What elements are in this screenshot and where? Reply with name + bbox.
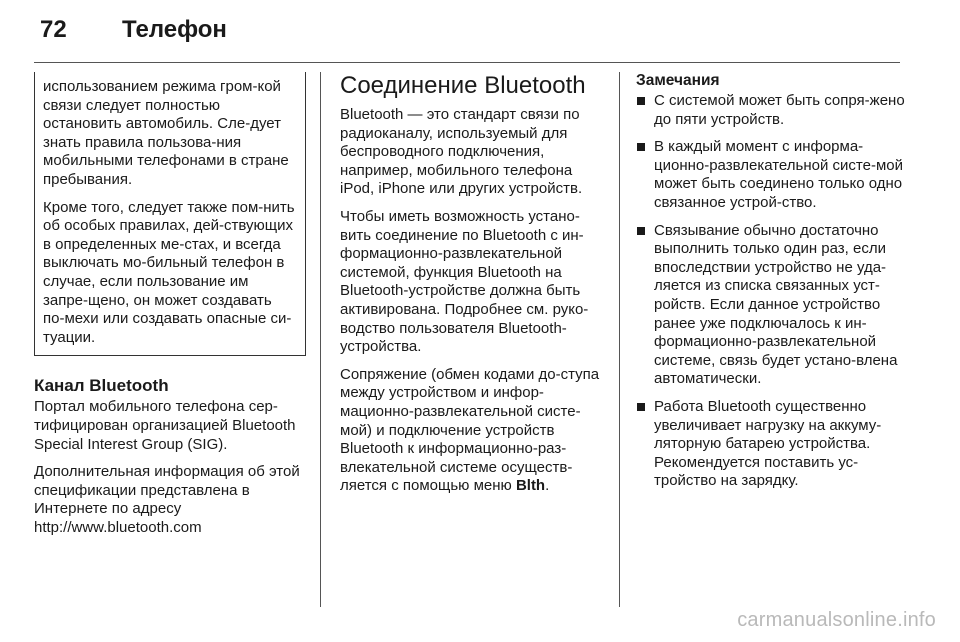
warning-box xyxy=(34,72,306,356)
note-item xyxy=(636,138,906,212)
column-divider-1 xyxy=(320,72,321,607)
note-item xyxy=(636,398,906,491)
section-title-bluetooth-channel: Канал Bluetooth xyxy=(34,376,169,396)
square-bullet-icon xyxy=(637,403,645,411)
header-divider xyxy=(34,62,900,63)
pairing-text: Сопряжение (обмен кодами до-ступа между устройством и инфор-мационно-развлекательной систе-мой) и подключение устройств Bluetooth к информационно-раз-влекательной системе осуществ-ляется с помощью меню xyxy=(340,365,600,495)
watermark: carmanualsonline.info xyxy=(737,609,936,631)
square-bullet-icon xyxy=(637,143,645,151)
square-bullet-icon xyxy=(637,97,645,105)
warning-paragraph: Кроме того, следует также пом-нить об особых правилах, дей-ствующих в определенных ме-стах, и всегда выключать мо-бильный телефон в случае, если пользование им запре-щено, он может создавать по-мехи или создавать опасные си-туации. xyxy=(43,198,295,346)
note-item xyxy=(636,222,906,389)
paragraph: Bluetooth — это стандарт связи по радиоканалу, используемый для беспроводного подключения, например, мобильного телефона iPod, iPhone или других устройств. xyxy=(340,106,583,198)
column-3 xyxy=(636,72,906,500)
pairing-text-end: . xyxy=(545,477,550,495)
paragraph: Чтобы иметь возможность устано-вить соединение по Bluetooth с ин-формационно-развлекательной системой, функция Bluetooth на Bluetooth-устройстве должна быть активирована. Подробнее см. руко-водство пользователя Bluetooth-устройства. xyxy=(340,207,589,356)
note-item xyxy=(636,92,906,129)
section-title-bluetooth-connection: Соединение Bluetooth xyxy=(340,72,586,99)
page-number: 72 xyxy=(40,16,67,43)
note-text: Работа Bluetooth существенно увеличивает нагрузку на аккуму-ляторную батарею устройства. Рекомендуется поставить ус-тройство на зарядку. xyxy=(654,397,882,490)
notes-list xyxy=(636,92,906,491)
column-divider-2 xyxy=(619,72,620,607)
square-bullet-icon xyxy=(637,227,645,235)
note-text: В каждый момент с информа-ционно-развлекательной систе-мой может быть соединено только одно связанное устрой-ство. xyxy=(654,138,903,211)
paragraph: Портал мобильного телефона сер-тифицирован организацией Bluetooth Special Interest Group (SIG). xyxy=(34,398,296,453)
column-2 xyxy=(340,72,608,505)
notes-title: Замечания xyxy=(636,72,720,89)
menu-name: Blth xyxy=(515,477,546,495)
column-1 xyxy=(34,72,306,546)
note-text: Связывание обычно достаточно выполнить только один раз, если впоследствии устройство не уда-ляется из списка связанных уст-ройств. Если данное устройство ранее уже подключалось к ин-формационно-развлекательной системе, связь будет устано-влена автоматически. xyxy=(654,221,898,388)
note-text: С системой может быть сопря-жено до пяти устройств. xyxy=(654,92,905,128)
chapter-title: Телефон xyxy=(122,16,227,43)
paragraph: Дополнительная информация об этой спецификации представлена в Интернете по адресу http://www.bluetooth.com xyxy=(34,463,300,536)
warning-paragraph: использованием режима гром-кой связи следует полностью остановить автомобиль. Сле-дует знать правила пользова-ния мобильными телефонами в стране пребывания. xyxy=(43,78,289,188)
page-header xyxy=(40,16,227,52)
paragraph-pairing xyxy=(340,366,608,496)
